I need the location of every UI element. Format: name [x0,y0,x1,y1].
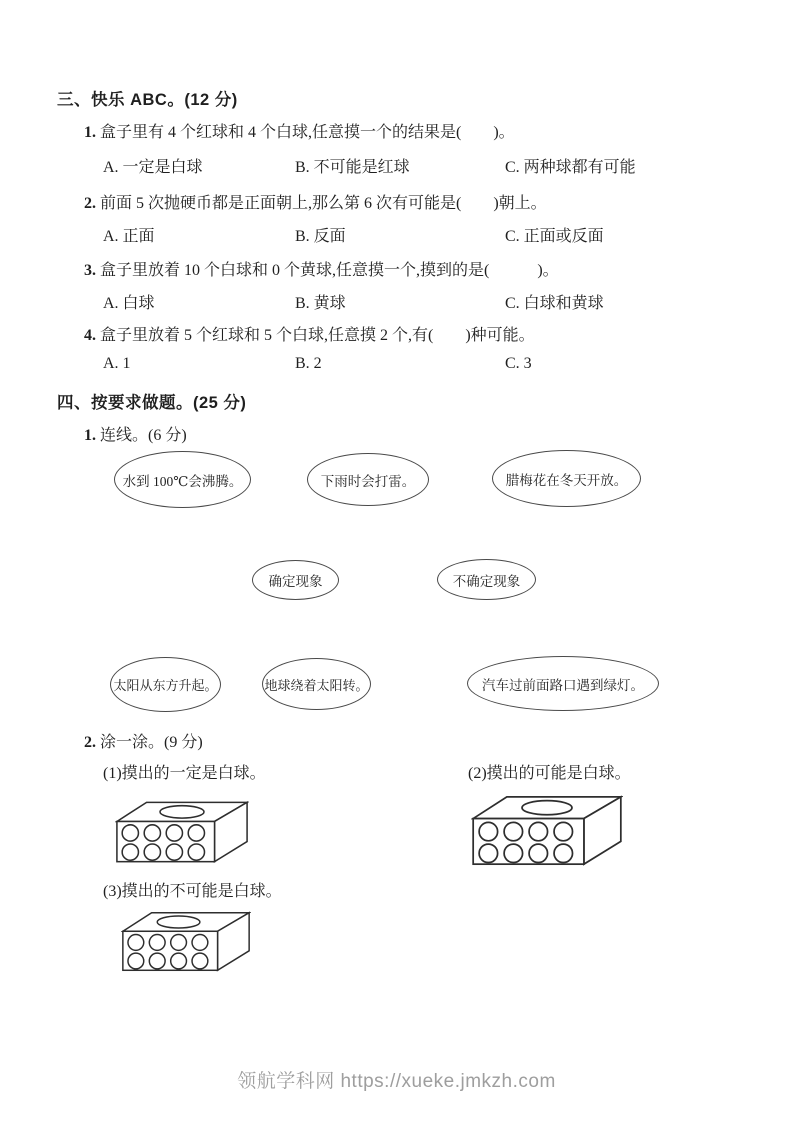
question-3-options [0,290,793,310]
statement-oval-boiling: 水到 100℃会沸腾。 [114,451,251,508]
question-1-options [0,154,793,174]
subtask-2-label: (2)摸出的可能是白球。 [468,765,631,782]
option-c: C. 3 [505,355,532,372]
section-4-heading: 四、按要求做题。(25 分) [57,394,247,412]
question-4-text: 盒子里放着 5 个红球和 5 个白球,任意摸 2 个,有( )种可能。 [100,327,535,344]
subtask-3-label: (3)摸出的不可能是白球。 [103,883,282,900]
color-task-text: 涂一涂。(9 分) [100,734,203,751]
question-2-options [0,223,793,243]
option-c: C. 正面或反面 [505,228,604,245]
question-3 [84,257,559,280]
question-1-text: 盒子里有 4 个红球和 4 个白球,任意摸一个的结果是( )。 [100,124,515,141]
subtask-1-label: (1)摸出的一定是白球。 [103,765,266,782]
statement-oval-plum-blossom: 腊梅花在冬天开放。 [492,450,641,507]
question-4-number: 4. [84,327,96,344]
option-a: A. 1 [103,355,131,372]
statement-oval-thunder: 下雨时会打雷。 [307,453,429,506]
option-c: C. 白球和黄球 [505,295,604,312]
option-a: A. 正面 [103,228,155,245]
option-c: C. 两种球都有可能 [505,159,636,176]
category-oval-certain: 确定现象 [252,560,339,600]
ball-box-figure-2 [471,794,623,867]
ball-box-figure-3 [121,908,251,975]
option-b: B. 2 [295,355,322,372]
footer-watermark: 领航学科网 https://xueke.jmkzh.com [237,1071,556,1092]
question-2-text: 前面 5 次抛硬币都是正面朝上,那么第 6 次有可能是( )朝上。 [100,195,547,212]
question-3-number: 3. [84,262,96,279]
question-3-text: 盒子里放着 10 个白球和 0 个黄球,任意摸一个,摸到的是( )。 [100,262,559,279]
option-a: A. 一定是白球 [103,159,203,176]
section-3-heading: 三、快乐 ABC。(12 分) [57,91,238,109]
option-a: A. 白球 [103,295,155,312]
question-4-options [0,355,793,375]
question-1 [84,119,515,142]
statement-oval-sunrise: 太阳从东方升起。 [110,657,221,712]
question-2 [84,190,547,213]
category-oval-uncertain: 不确定现象 [437,559,536,600]
option-b: B. 不可能是红球 [295,159,410,176]
color-task-number: 2. [84,734,96,751]
box-hole-ellipse [160,806,204,818]
box-hole-ellipse [157,916,200,928]
connect-task-text: 连线。(6 分) [100,427,187,444]
connect-task-label [84,422,187,445]
question-2-number: 2. [84,195,96,212]
question-4 [84,322,535,345]
color-task-label [84,729,203,752]
statement-oval-green-light: 汽车过前面路口遇到绿灯。 [467,656,659,711]
box-hole-ellipse [522,801,572,815]
question-1-number: 1. [84,124,96,141]
ball-box-figure-1 [115,800,249,864]
option-b: B. 反面 [295,228,346,245]
option-b: B. 黄球 [295,295,346,312]
statement-oval-earth-orbit: 地球绕着太阳转。 [262,658,371,710]
connect-task-number: 1. [84,427,96,444]
